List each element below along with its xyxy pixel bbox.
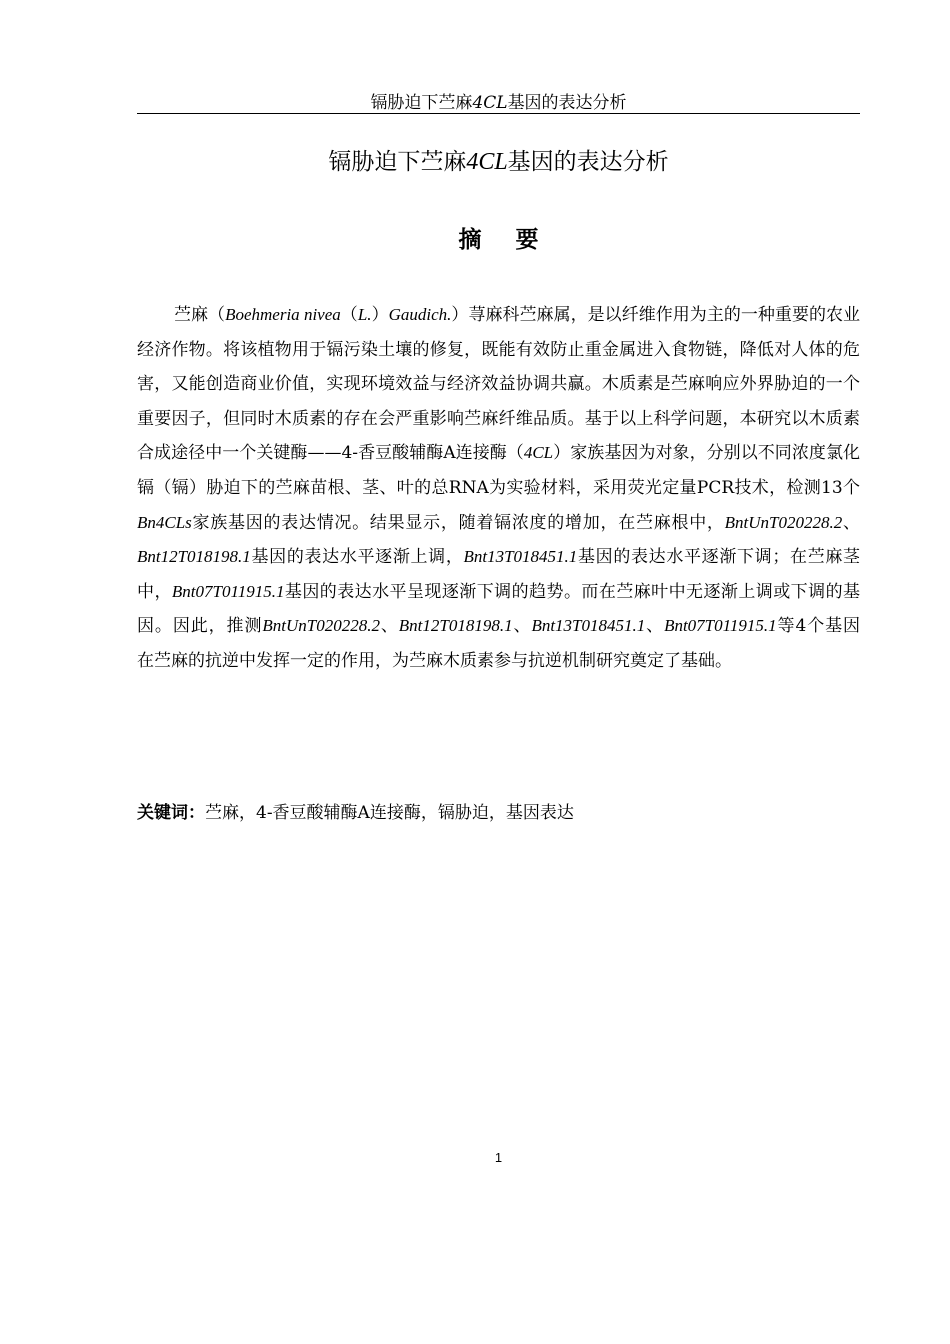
abstract-text: 、 (645, 616, 665, 637)
gene-name: Bnt12T018198.1 (398, 616, 513, 636)
abstract-text: 家族基因的表达情况。结果显示，随着镉浓度的增加，在苎麻根中， (191, 512, 725, 533)
abstract-heading (137, 224, 860, 256)
abstract-text: 基因的表达水平呈现逐渐下调的趋势。而在苎麻叶中无逐渐上调或下调的基因。因此，推测 (137, 581, 861, 637)
title-text: 镉胁迫下苎麻 (328, 149, 467, 175)
abstract-text: 苎麻（ (174, 305, 226, 325)
gene-name: Bnt13T018451.1 (531, 616, 646, 636)
keywords (137, 798, 860, 828)
species-name: Boehmeria nivea (225, 305, 341, 324)
gene-name: 4CL (523, 443, 554, 463)
abstract-text: ）荨麻科苎麻属，是以纤维作用为主的一种重要的农业经济作物。将该植物用于镉污染土壤的修复，既能有效防止重金属进入食物链，降低对人体的危害，又能创造商业价值，实现环境效益与经济效益协调共赢。木质素是苎麻响应外界胁迫的一个重要因子，但同时木质素的存在会严重影响苎麻纤维品质。基于以上科学问题，本研究以木质素合成途径中一个关键酶——4-香豆酸辅酶A连接酶（ (137, 305, 861, 464)
gene-family-name: Bn4CLs (137, 512, 192, 532)
running-header-text: 镉胁迫下苎麻 (370, 93, 473, 113)
taxon-author: L. (357, 305, 372, 324)
taxon-author: Gaudich. (388, 305, 452, 324)
abstract-heading-char-1: 摘 (458, 227, 482, 253)
abstract-text: 等4个基因在苎麻的抗逆中发挥一定的作用，为苎麻木质素参与抗逆机制研究奠定了基础。 (137, 616, 861, 671)
keywords-text: 苎麻，4-香豆酸辅酶A连接酶，镉胁迫，基因表达 (205, 803, 574, 823)
running-header-text-end: 基因的表达分析 (507, 93, 627, 113)
abstract-text: （ (340, 305, 358, 325)
gene-name: Bnt13T018451.1 (463, 547, 578, 567)
gene-name: BntUnT020228.2 (262, 616, 380, 636)
abstract-text: ） (371, 305, 389, 325)
abstract-text: 基因的表达水平逐渐上调， (250, 547, 464, 568)
abstract-text: 、 (379, 616, 399, 637)
paper-title (137, 146, 860, 178)
abstract-body (137, 298, 860, 679)
gene-name: Bnt07T011915.1 (171, 581, 285, 601)
page-number: 1 (494, 1150, 503, 1165)
running-header-gene: 4CL (472, 93, 508, 113)
abstract-text: ）家族基因为对象，分别以不同浓度氯化镉（镉）胁迫下的苎麻苗根、茎、叶的总RNA为实验材料，采用荧光定量PCR技术，检测13个 (137, 443, 860, 498)
abstract-text: 基因的表达水平逐渐下调；在苎麻茎中， (137, 547, 861, 602)
abstract-heading-char-2: 要 (515, 227, 539, 253)
running-header (137, 91, 860, 115)
keywords-label: 关键词： (137, 803, 205, 823)
gene-name: Bnt07T011915.1 (664, 616, 777, 636)
gene-name: Bnt12T018198.1 (137, 547, 251, 567)
abstract-text: 、 (512, 616, 532, 637)
gene-name: BntUnT020228.2 (724, 512, 843, 532)
title-text-end: 基因的表达分析 (507, 149, 669, 175)
title-gene: 4CL (466, 149, 508, 175)
header-rule (137, 113, 860, 114)
abstract-text: 、 (842, 512, 861, 533)
